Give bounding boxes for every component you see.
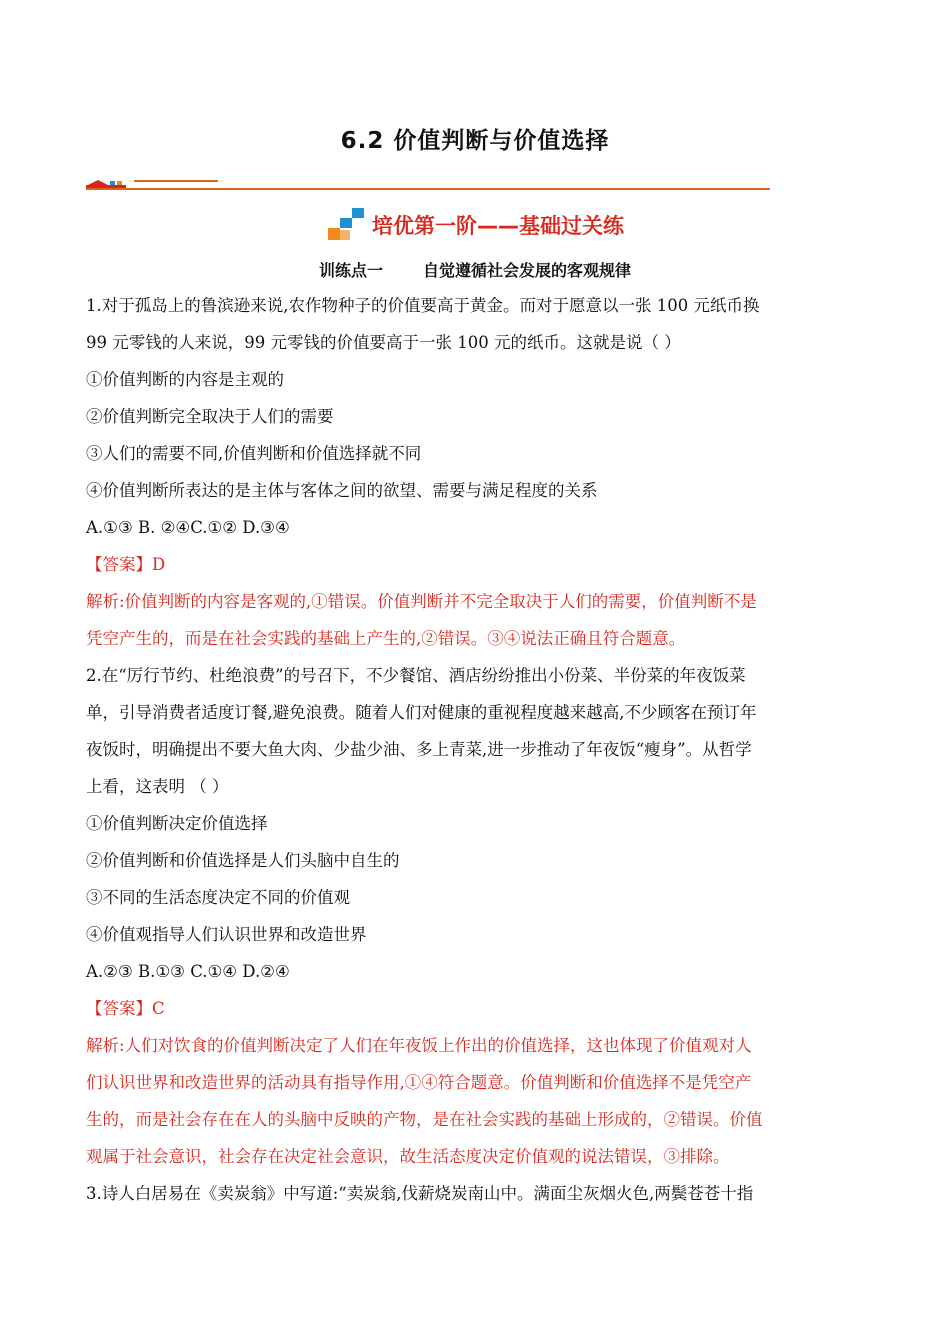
training-point-label: 训练点一 xyxy=(318,261,383,280)
question-2-analysis-line: 解析:人们对饮食的价值判断决定了人们在年夜饭上作出的价值选择，这也体现了价值观对人 xyxy=(86,1036,752,1055)
question-content xyxy=(86,287,866,1212)
section-title: 培优第一阶——基础过关练 xyxy=(372,214,624,238)
question-1-option: ④价值判断所表达的是主体与客体之间的欲望、需要与满足程度的关系 xyxy=(86,481,598,500)
training-point-heading xyxy=(0,258,950,281)
page-title: 6.2 价值判断与价值选择 xyxy=(340,128,610,154)
question-1-option: ①价值判断的内容是主观的 xyxy=(86,370,284,389)
question-2-analysis-line: 们认识世界和改造世界的活动具有指导作用,①④符合题意。价值判断和价值选择不是凭空产 xyxy=(86,1073,752,1092)
question-1-option: ②价值判断完全取决于人们的需要 xyxy=(86,407,334,426)
header-divider xyxy=(86,176,770,192)
question-2-choices: A.②③ B.①③ C.①④ D.②④ xyxy=(86,962,290,981)
question-2-stem-line: 上看，这表明 （ ） xyxy=(86,777,229,796)
question-2-option: ①价值判断决定价值选择 xyxy=(86,814,268,833)
section-header xyxy=(0,208,950,246)
stairs-blocks-icon xyxy=(326,208,366,242)
question-2-stem-line: 夜饭时，明确提出不要大鱼大肉、少盐少油、多上青菜,进一步推动了年夜饭“瘦身”。从哲学 xyxy=(86,740,752,759)
question-1-option: ③人们的需要不同,价值判断和价值选择就不同 xyxy=(86,444,422,463)
question-2-option: ③不同的生活态度决定不同的价值观 xyxy=(86,888,350,907)
question-1-stem-line-2: 99 元零钱的人来说，99 元零钱的价值要高于一张 100 元的纸币。这就是说（ ） xyxy=(86,333,681,352)
header-short-rule xyxy=(134,180,218,182)
question-2-analysis-line: 观属于社会意识，社会存在决定社会意识，故生活态度决定价值观的说法错误，③排除。 xyxy=(86,1147,730,1166)
question-1-stem-line-1: 1.对于孤岛上的鲁滨逊来说,农作物种子的价值要高于黄金。而对于愿意以一张 100 元纸币换 xyxy=(86,296,760,315)
header-long-rule xyxy=(86,188,770,190)
question-2-stem-line: 单，引导消费者适度订餐,避免浪费。随着人们对健康的重视程度越来越高,不少顾客在预订年 xyxy=(86,703,757,722)
question-2-answer: 【答案】C xyxy=(86,999,165,1018)
question-3-stem-line-1: 3.诗人白居易在《卖炭翁》中写道:“卖炭翁,伐薪烧炭南山中。满面尘灰烟火色,两鬓苍苍十指 xyxy=(86,1184,754,1203)
question-2-option: ②价值判断和价值选择是人们头脑中自生的 xyxy=(86,851,400,870)
question-2-analysis-line: 生的，而是社会存在在人的头脑中反映的产物，是在社会实践的基础上形成的，②错误。价值 xyxy=(86,1110,763,1129)
question-2-option: ④价值观指导人们认识世界和改造世界 xyxy=(86,925,367,944)
question-1-analysis-line: 解析:价值判断的内容是客观的,①错误。价值判断并不完全取决于人们的需要，价值判断不是 xyxy=(86,592,757,611)
question-1-choices: A.①③ B. ②④C.①② D.③④ xyxy=(86,518,290,537)
question-2-stem-line: 2.在“厉行节约、杜绝浪费”的号召下，不少餐馆、酒店纷纷推出小份菜、半份菜的年夜饭菜 xyxy=(86,666,746,685)
training-point-text: 自觉遵循社会发展的客观规律 xyxy=(423,261,632,280)
question-1-analysis-line: 凭空产生的，而是在社会实践的基础上产生的,②错误。③④说法正确且符合题意。 xyxy=(86,629,686,648)
question-1-answer: 【答案】D xyxy=(86,555,166,574)
